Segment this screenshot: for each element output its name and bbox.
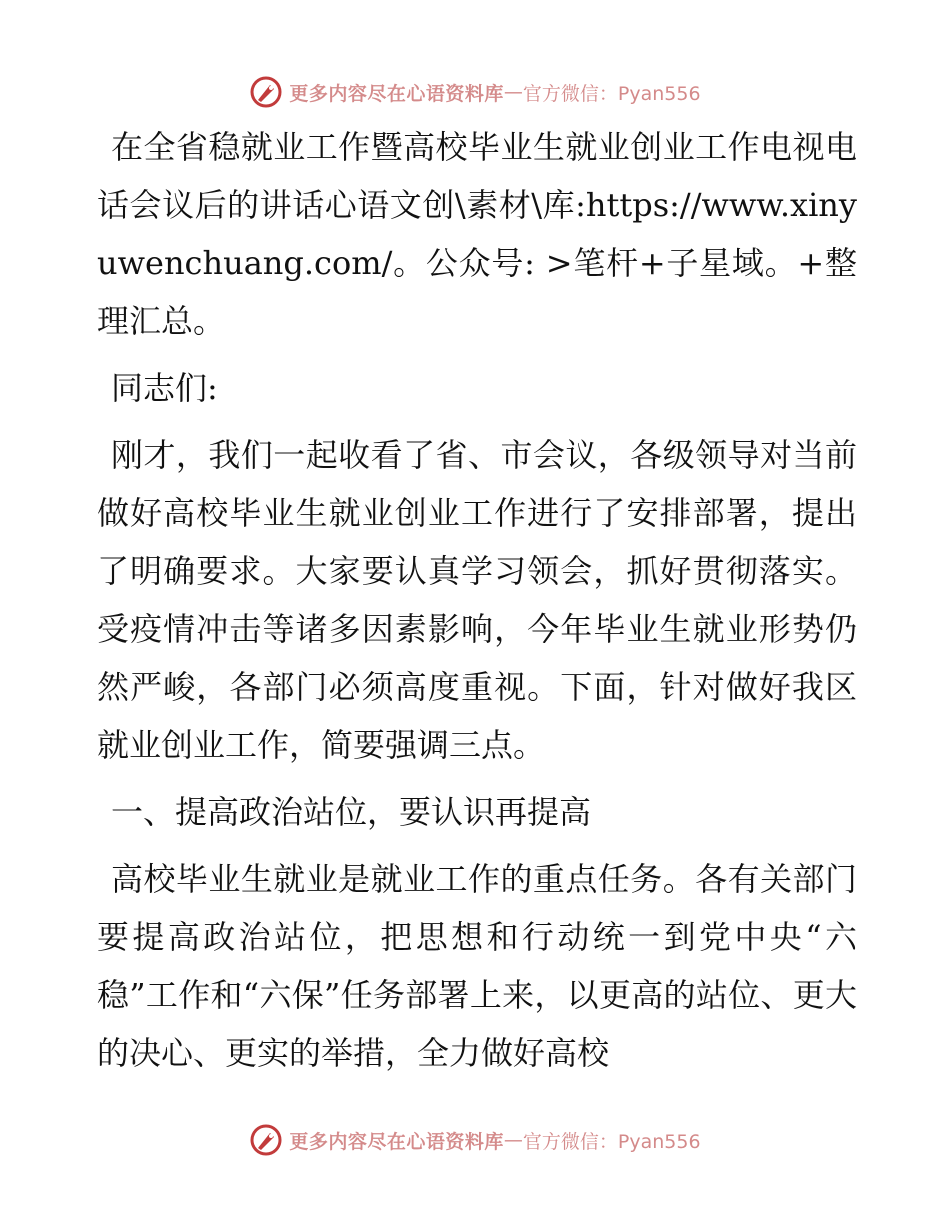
watermark-wechat: 官方微信：Pyan556 [522,82,701,105]
pen-nib-circle-icon [249,75,283,109]
watermark-wechat: 官方微信：Pyan556 [522,1130,701,1153]
watermark-text: 更多内容尽在心语资料库 [289,1130,504,1153]
footer-watermark [0,1120,950,1160]
watermark-text: 更多内容尽在心语资料库 [289,82,504,105]
header-watermark [0,72,950,112]
pen-nib-circle-icon [249,1123,283,1157]
paragraph-intro: 刚才，我们一起收看了省、市会议，各级领导对当前做好高校毕业生就业创业工作进行了安排部署，提出了明确要求。大家要认真学习领会，抓好贯彻落实。受疫情冲击等诸多因素影响，今年毕业生就业形势仍然严峻，各部门必须高度重视。下面，针对做好我区就业创业工作，简要强调三点。 [97,436,857,764]
paragraph-section-1: 高校毕业生就业是就业工作的重点任务。各有关部门要提高政治站位，把思想和行动统一到党中央“六稳”工作和“六保”任务部署上来，以更高的站位、更大的决心、更实的举措，全力做好高校 [97,860,857,1072]
document-body [97,118,857,1091]
watermark-separator: — [503,81,523,103]
document-title: 在全省稳就业工作暨高校毕业生就业创业工作电视电话会议后的讲话心语文创\素材\库:https://www.xinyuwenchuang.com/。公众号: >笔杆+子星域。+整理汇总。 [97,128,857,340]
section-heading-1: 一、提高政治站位，要认识再提高 [111,793,592,831]
watermark-separator: — [503,1129,523,1151]
greeting: 同志们: [111,369,218,407]
